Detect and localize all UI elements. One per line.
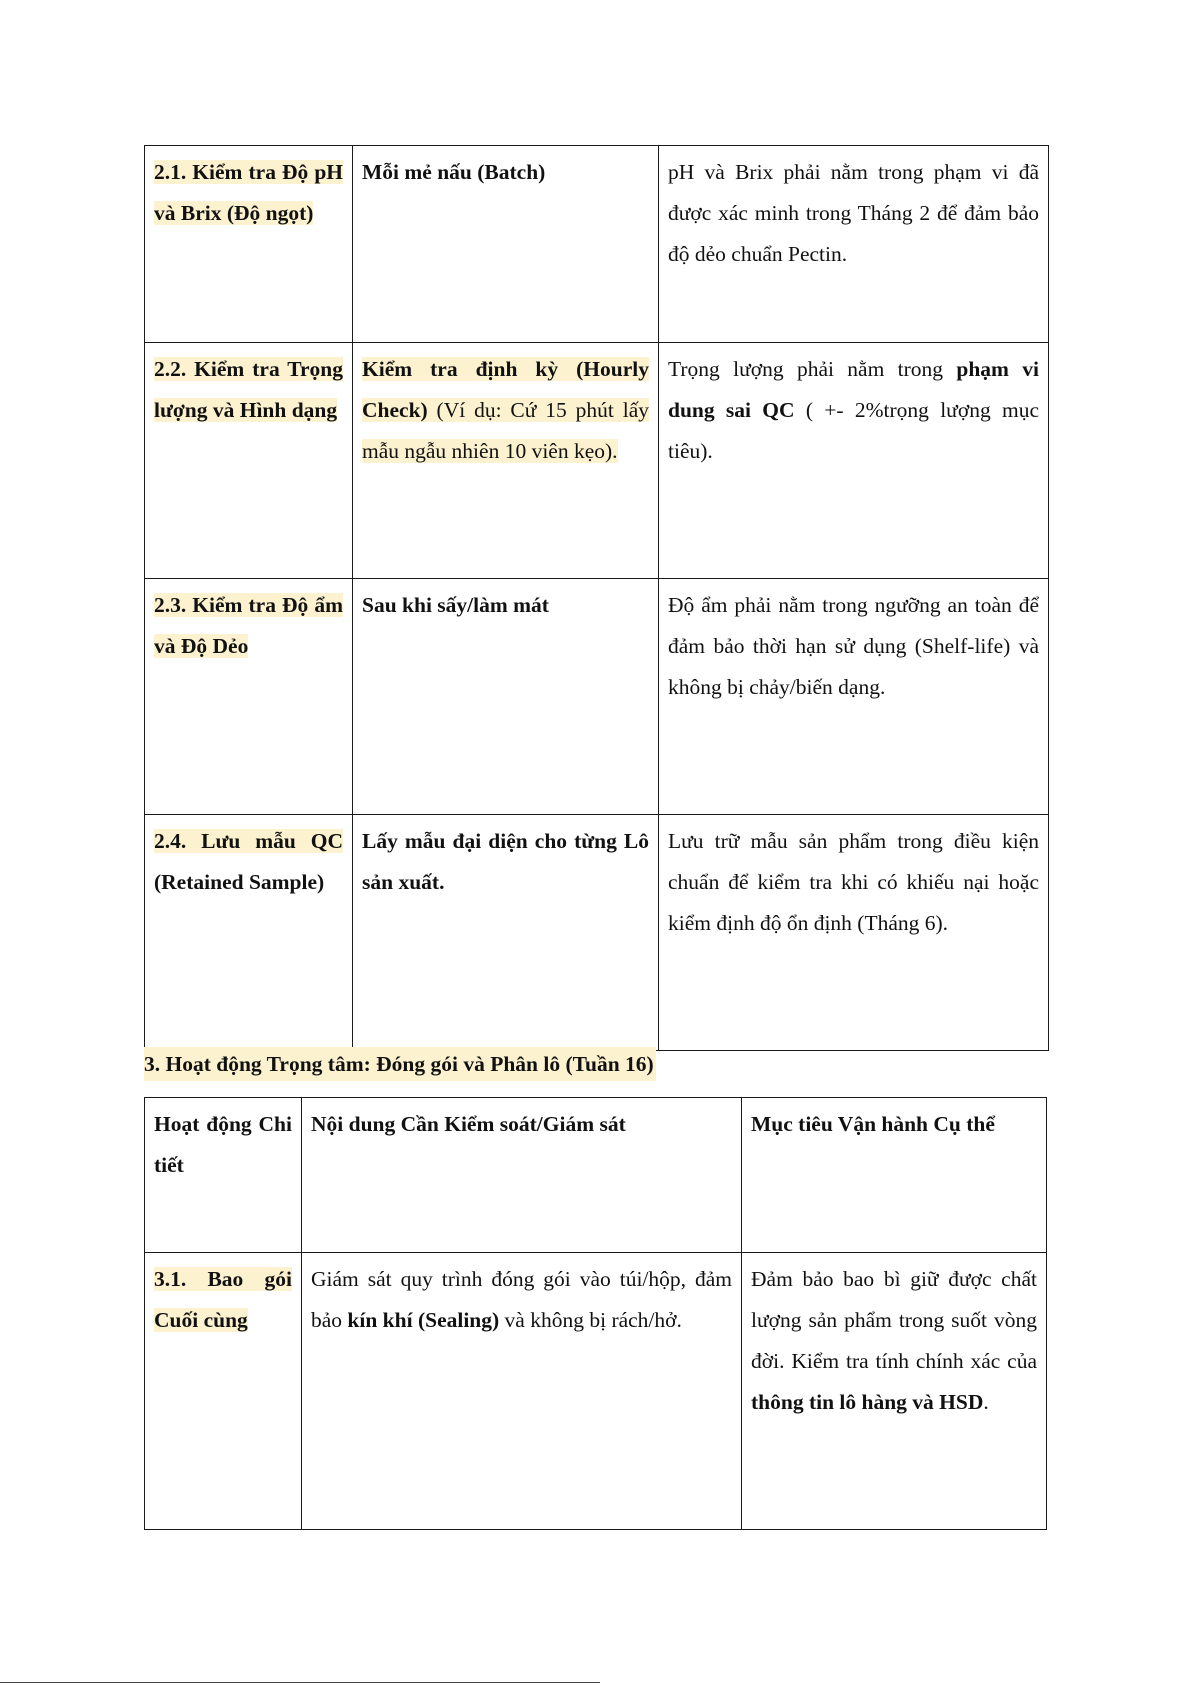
- header-target: Mục tiêu Vận hành Cụ thể: [751, 1112, 995, 1136]
- content-cell: [302, 1253, 742, 1530]
- table-row: [145, 1253, 1047, 1530]
- header-activity: Hoạt động Chi tiết: [154, 1112, 292, 1177]
- table-row: [145, 579, 1049, 815]
- frequency-rest-text: (Ví dụ: Cứ 15 phút lấy mẫu ngẫu nhiên 10 viên kẹo).: [362, 398, 649, 463]
- target-text: Lưu trữ mẫu sản phẩm trong điều kiện chuẩn để kiểm tra khi có khiếu nại hoặc kiểm định độ ổn định (Tháng 6).: [668, 829, 1039, 935]
- target-text-bold: phạm vi dung sai QC: [668, 357, 1039, 422]
- packaging-table: [144, 1097, 1047, 1530]
- target-text: pH và Brix phải nằm trong phạm vi đã được xác minh trong Tháng 2 để đảm bảo độ dẻo chuẩn Pectin.: [668, 160, 1039, 266]
- table-row: [145, 146, 1049, 343]
- target-text-post: ( +- 2%trọng lượng mục tiêu).: [668, 398, 1039, 463]
- target-cell: [659, 146, 1049, 343]
- target-text-pre: Đảm bảo bao bì giữ được chất lượng sản phẩm trong suốt vòng đời. Kiểm tra tính chính xác của: [751, 1267, 1037, 1373]
- content-text-bold: kín khí (Sealing): [347, 1308, 500, 1332]
- activity-cell: [145, 343, 353, 579]
- frequency-text: Sau khi sấy/làm mát: [362, 593, 549, 617]
- activity-title: 3.1. Bao gói Cuối cùng: [154, 1267, 292, 1332]
- header-cell: [742, 1098, 1047, 1253]
- activity-subtitle: (Retained Sample): [154, 870, 325, 894]
- frequency-text: Mỗi mẻ nấu (Batch): [362, 160, 546, 184]
- activity-cell: [145, 579, 353, 815]
- target-cell: [659, 579, 1049, 815]
- activity-cell: [145, 146, 353, 343]
- activity-title: 2.4. Lưu mẫu QC: [154, 829, 343, 853]
- activity-cell: [145, 1253, 302, 1530]
- table-row: [145, 343, 1049, 579]
- content-text-post: và không bị rách/hở.: [499, 1308, 682, 1332]
- activity-title: 2.2. Kiểm tra Trọng lượng và Hình dạng: [154, 357, 343, 422]
- table-row: [145, 815, 1049, 1051]
- frequency-cell: [353, 579, 659, 815]
- activity-title: 2.1. Kiểm tra Độ pH và Brix (Độ ngọt): [154, 160, 343, 225]
- qc-checks-table: [144, 145, 1049, 1051]
- header-content: Nội dung Cần Kiểm soát/Giám sát: [311, 1112, 626, 1136]
- footer-rule: [0, 1682, 600, 1683]
- activity-cell: [145, 815, 353, 1051]
- frequency-bold-text: Kiểm tra định kỳ (Hourly Check): [362, 357, 649, 422]
- target-text-post: .: [983, 1390, 989, 1414]
- frequency-text: Lấy mẫu đại diện cho từng Lô sản xuất.: [362, 829, 649, 894]
- activity-title: 2.3. Kiểm tra Độ ẩm và Độ Dẻo: [154, 593, 343, 658]
- frequency-cell: [353, 146, 659, 343]
- section-heading: 3. Hoạt động Trọng tâm: Đóng gói và Phân lô (Tuần 16): [144, 1047, 656, 1081]
- target-text-bold: thông tin lô hàng và HSD: [751, 1390, 984, 1414]
- target-cell: [659, 815, 1049, 1051]
- header-cell: [302, 1098, 742, 1253]
- header-cell: [145, 1098, 302, 1253]
- table-header-row: [145, 1098, 1047, 1253]
- frequency-cell: [353, 815, 659, 1051]
- target-text: Độ ẩm phải nằm trong ngưỡng an toàn để đảm bảo thời hạn sử dụng (Shelf-life) và không bị chảy/biến dạng.: [668, 593, 1039, 699]
- target-cell: [659, 343, 1049, 579]
- target-cell: [742, 1253, 1047, 1530]
- frequency-cell: [353, 343, 659, 579]
- frequency-highlight: [362, 357, 649, 463]
- target-text-pre: Trọng lượng phải nằm trong: [668, 357, 957, 381]
- content-text-pre: Giám sát quy trình đóng gói vào túi/hộp, đảm bảo: [311, 1267, 732, 1332]
